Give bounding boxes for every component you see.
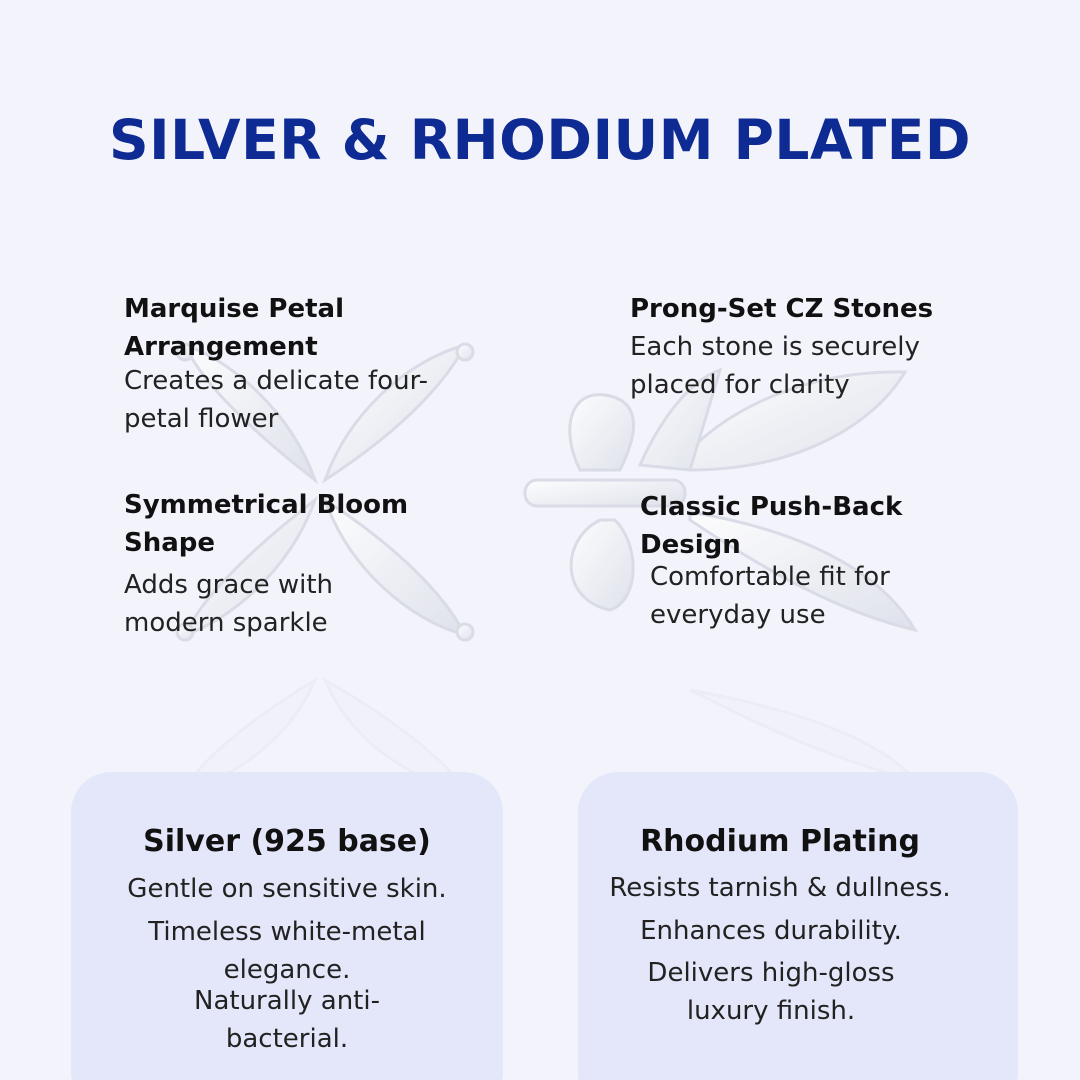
card-line: Delivers high-gloss luxury finish. — [647, 958, 895, 1026]
card-title: Rhodium Plating — [640, 824, 920, 859]
feature-symmetrical-bloom — [124, 486, 454, 642]
page-title: SILVER & RHODIUM PLATED — [109, 108, 971, 172]
card-line: Resists tarnish & dullness. — [609, 873, 951, 903]
card-rhodium — [578, 772, 1018, 1080]
card-line: Gentle on sensitive skin. — [127, 874, 447, 904]
feature-title: Marquise Petal Arrangement — [124, 294, 345, 362]
card-line: Timeless white-metal elegance. — [148, 917, 426, 985]
feature-title: Classic Push-Back Design — [640, 492, 903, 560]
card-title: Silver (925 base) — [143, 824, 431, 859]
card-silver — [71, 772, 503, 1080]
feature-push-back — [640, 488, 940, 634]
feature-marquise-petal — [124, 290, 484, 438]
card-line: Enhances durability. — [640, 916, 902, 946]
feature-prong-set — [630, 290, 960, 404]
feature-title: Symmetrical Bloom Shape — [124, 490, 409, 558]
feature-desc: Adds grace with modern sparkle — [124, 570, 333, 638]
feature-desc: Each stone is securely placed for clarity — [630, 332, 920, 400]
feature-desc: Comfortable fit for everyday use — [650, 562, 890, 630]
feature-desc: Creates a delicate four-petal flower — [124, 366, 428, 434]
feature-title: Prong-Set CZ Stones — [630, 294, 934, 324]
card-line: Naturally anti-bacterial. — [194, 986, 380, 1054]
